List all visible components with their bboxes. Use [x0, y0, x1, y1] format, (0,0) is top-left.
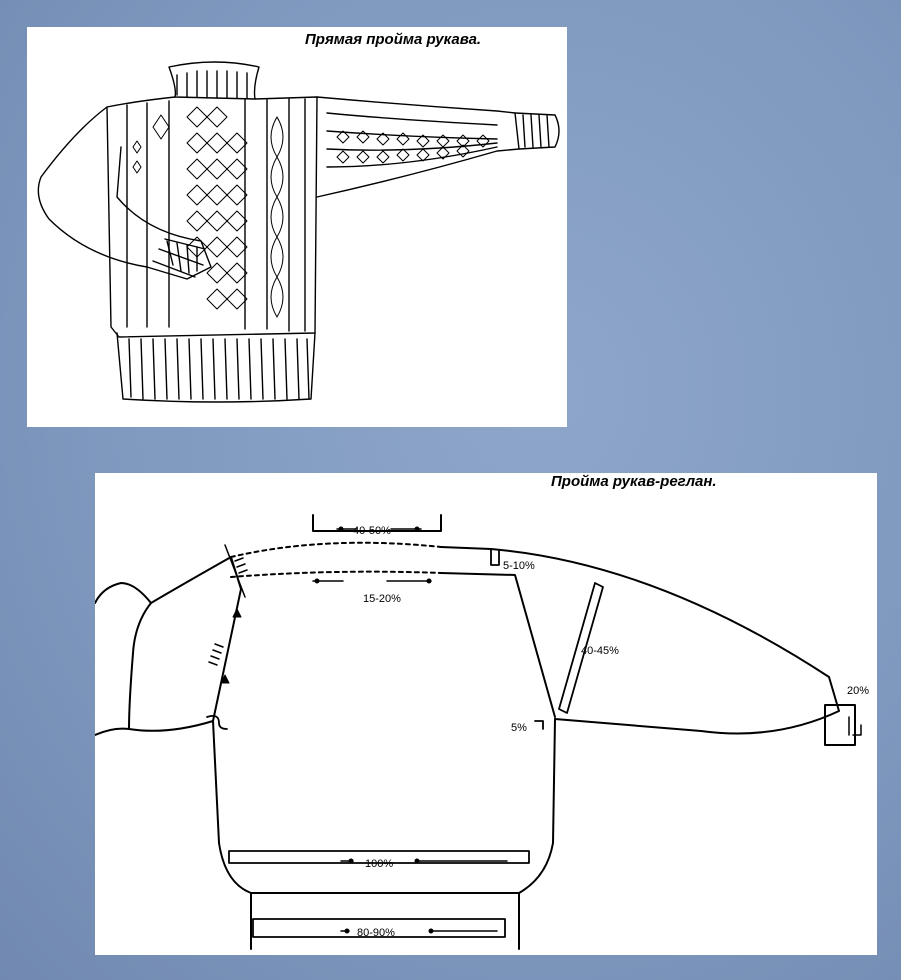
neck-front-label: 15-20% — [363, 593, 401, 605]
ribbing-label: 80-90% — [357, 927, 395, 939]
cuff-label: 20% — [847, 685, 870, 697]
straight-armhole-caption: Прямая пройма рукава. — [305, 31, 482, 48]
straight-sweater-drawing — [27, 27, 567, 427]
body-width-label: 100% — [365, 858, 394, 870]
raglan-armhole-caption: Пройма рукав-реглан. — [551, 473, 717, 490]
raglan-sweater-diagram — [95, 473, 877, 955]
neck-top-label: 40-50% — [353, 525, 391, 537]
straight-armhole-panel — [27, 27, 567, 427]
sleeve-top-label: 40-45% — [581, 645, 619, 657]
raglan-armhole-panel — [95, 473, 877, 955]
underarm-label: 5% — [511, 722, 527, 734]
shoulder-drop-label: 5-10% — [503, 560, 535, 572]
